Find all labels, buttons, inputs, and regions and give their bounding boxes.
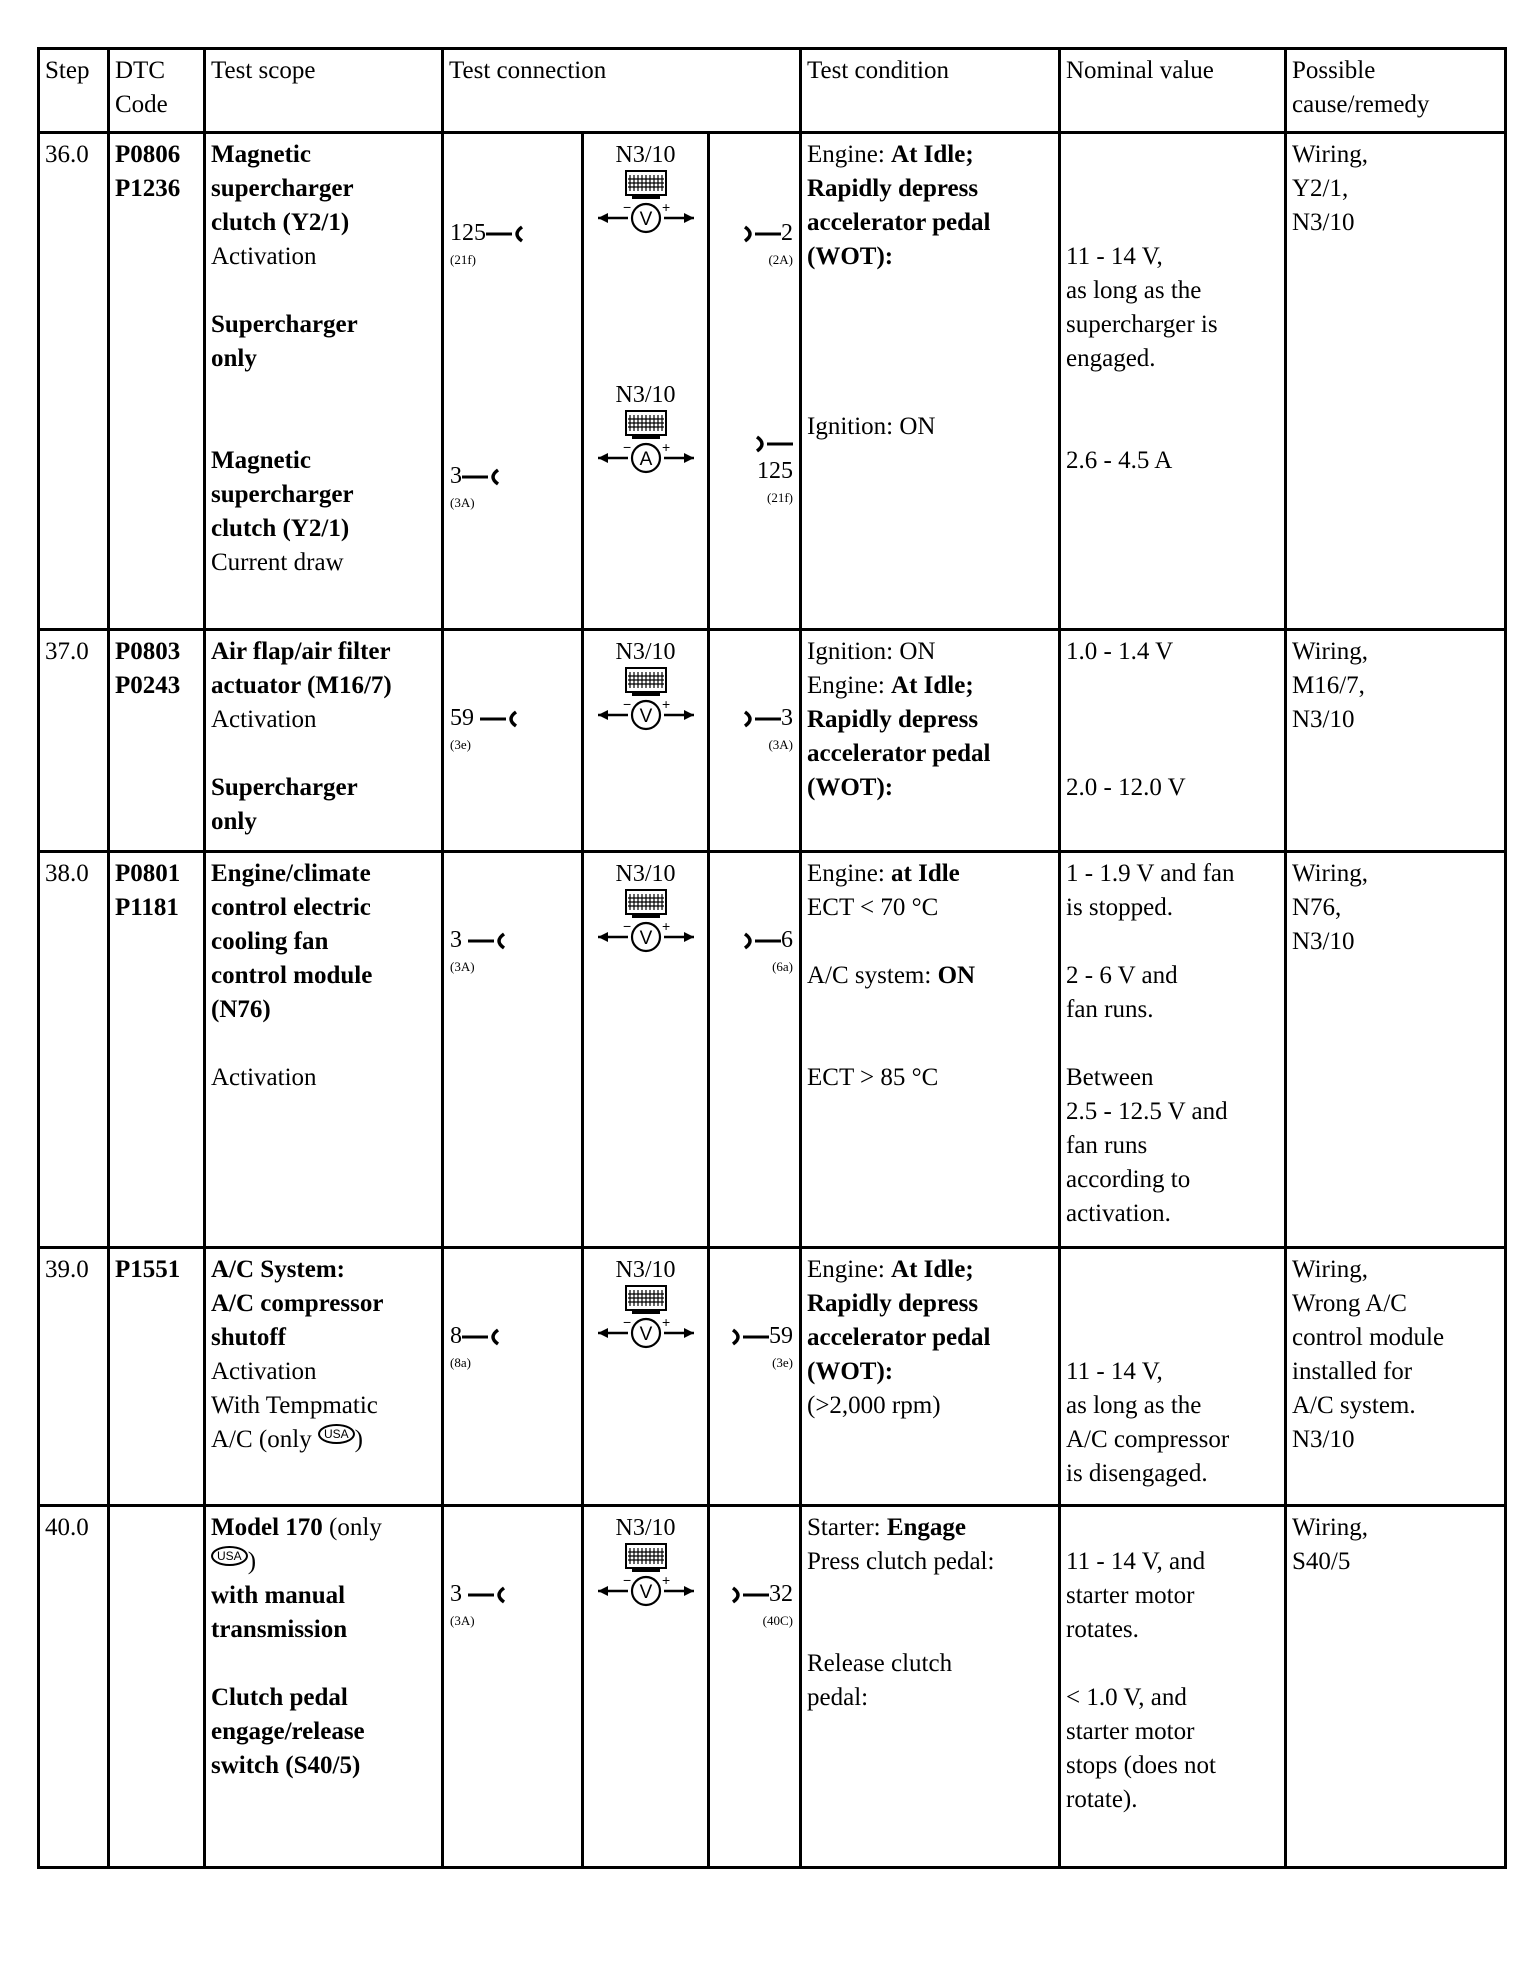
header-test-condition: Test condition: [801, 49, 1060, 133]
connection-right-pin: 2 (2A): [741, 216, 793, 268]
header-test-scope: Test scope: [205, 49, 443, 133]
table-row: [39, 133, 1506, 630]
test-scope-cell: Magnetic supercharger clutch (Y2/1) Activation Supercharger only Magnetic supercharger clutch (Y2/1) Current draw: [205, 133, 443, 630]
test-scope-cell: Air flap/air filter actuator (M16/7) Activation Supercharger only: [205, 630, 443, 852]
possible-cause-cell: Wiring, Y2/1, N3/10: [1286, 133, 1506, 630]
test-lead-plug-icon: [486, 224, 526, 244]
test-connection-right: [709, 1248, 801, 1506]
step-cell: 39.0: [39, 1248, 109, 1506]
test-connection-right: [709, 1506, 801, 1868]
dtc-cell: P0801 P1181: [109, 852, 205, 1248]
connection-left-pin: 3 (3A): [450, 459, 502, 511]
table-row: [39, 630, 1506, 852]
test-lead-plug-icon: [729, 1327, 769, 1347]
connection-left-pin: 3 (3A): [450, 923, 508, 975]
header-row: [39, 49, 1506, 133]
voltmeter-icon: [596, 1315, 696, 1349]
test-condition-cell: Engine: At Idle; Rapidly depress accelerator pedal (WOT): (>2,000 rpm): [801, 1248, 1060, 1506]
test-connection-meter: [583, 1248, 709, 1506]
nominal-value-cell: 11 - 14 V, as long as the supercharger is engaged. 2.6 - 4.5 A: [1060, 133, 1286, 630]
possible-cause-cell: Wiring, N76, N3/10: [1286, 852, 1506, 1248]
dtc-cell: P0803 P0243: [109, 630, 205, 852]
test-connection-left: [443, 133, 583, 630]
header-possible-cause: Possible cause/remedy: [1286, 49, 1506, 133]
test-lead-plug-icon: [468, 1585, 508, 1605]
usa-market-badge: USA: [211, 1546, 248, 1566]
test-connection-left: [443, 630, 583, 852]
test-scope-cell: Engine/climate control electric cooling fan control module (N76) Activation: [205, 852, 443, 1248]
table-row: [39, 1506, 1506, 1868]
connection-right-pin: 3 (3A): [741, 701, 793, 753]
test-connection-left: [443, 1506, 583, 1868]
voltmeter-icon: [596, 697, 696, 731]
connection-left-pin: 8 (8a): [450, 1319, 502, 1371]
connection-right-pin: 59 (3e): [729, 1319, 793, 1371]
test-condition-cell: Engine: at Idle ECT < 70 °C A/C system: ON ECT > 85 °C: [801, 852, 1060, 1248]
test-lead-plug-icon: [729, 1585, 769, 1605]
test-connection-meter: [583, 133, 709, 630]
connection-right-pin: 125 (21f): [753, 434, 793, 506]
nominal-value-cell: 11 - 14 V, as long as the A/C compressor is disengaged.: [1060, 1248, 1286, 1506]
table-row: [39, 1248, 1506, 1506]
test-lead-plug-icon: [480, 709, 520, 729]
test-connection-meter: [583, 852, 709, 1248]
test-lead-plug-icon: [741, 709, 781, 729]
connection-left-pin: 125 (21f): [450, 216, 526, 268]
step-cell: 40.0: [39, 1506, 109, 1868]
nominal-value-cell: 1 - 1.9 V and fan is stopped. 2 - 6 V and fan runs. Between 2.5 - 12.5 V and fan runs according to activation.: [1060, 852, 1286, 1248]
test-lead-plug-icon: [741, 224, 781, 244]
connection-module-group: N3/10: [584, 140, 707, 234]
possible-cause-cell: Wiring, M16/7, N3/10: [1286, 630, 1506, 852]
test-condition-cell: Starter: Engage Press clutch pedal: Release clutch pedal:: [801, 1506, 1060, 1868]
connection-left-pin: 59 (3e): [450, 701, 520, 753]
ecu-module-icon: [616, 889, 676, 919]
test-connection-left: [443, 852, 583, 1248]
header-test-connection: Test connection: [443, 49, 801, 133]
connection-right-pin: 32 (40C): [729, 1577, 793, 1629]
header-step: Step: [39, 49, 109, 133]
step-cell: 38.0: [39, 852, 109, 1248]
usa-market-badge: USA: [318, 1424, 355, 1444]
nominal-value-cell: 1.0 - 1.4 V 2.0 - 12.0 V: [1060, 630, 1286, 852]
test-connection-right: [709, 630, 801, 852]
connection-left-pin: 3 (3A): [450, 1577, 508, 1629]
test-lead-plug-icon: [468, 931, 508, 951]
ecu-module-icon: [616, 667, 676, 697]
dtc-cell: P0806 P1236: [109, 133, 205, 630]
test-scope-cell: A/C System: A/C compressor shutoff Activation With Tempmatic A/C (only USA ): [205, 1248, 443, 1506]
connection-module-group: N3/10: [584, 1513, 707, 1607]
test-lead-plug-icon: [462, 467, 502, 487]
dtc-cell: [109, 1506, 205, 1868]
test-lead-plug-icon: [462, 1327, 502, 1347]
test-connection-meter: [583, 630, 709, 852]
ecu-module-icon: [616, 1543, 676, 1573]
test-condition-cell: Engine: At Idle; Rapidly depress accelerator pedal (WOT): Ignition: ON: [801, 133, 1060, 630]
dtc-cell: P1551: [109, 1248, 205, 1506]
test-scope-cell: Model 170 (only USA ) with manual transmission Clutch pedal engage/release switch (S40/5): [205, 1506, 443, 1868]
header-nominal-value: Nominal value: [1060, 49, 1286, 133]
test-connection-left: [443, 1248, 583, 1506]
step-cell: 37.0: [39, 630, 109, 852]
ecu-module-icon: [616, 410, 676, 440]
connection-module-group: N3/10: [584, 380, 707, 474]
test-condition-cell: Ignition: ON Engine: At Idle; Rapidly depress accelerator pedal (WOT):: [801, 630, 1060, 852]
connection-module-group: N3/10: [584, 1255, 707, 1349]
voltmeter-icon: [596, 1573, 696, 1607]
voltmeter-icon: [596, 919, 696, 953]
connection-right-pin: 6 (6a): [741, 923, 793, 975]
connection-module-group: N3/10: [584, 637, 707, 731]
possible-cause-cell: Wiring, Wrong A/C control module installed for A/C system. N3/10: [1286, 1248, 1506, 1506]
nominal-value-cell: 11 - 14 V, and starter motor rotates. < 1.0 V, and starter motor stops (does not rotate).: [1060, 1506, 1286, 1868]
table-row: [39, 852, 1506, 1248]
diagnostic-test-table: [37, 47, 1507, 1869]
ammeter-icon: [596, 440, 696, 474]
test-connection-right: [709, 133, 801, 630]
test-lead-plug-icon: [741, 931, 781, 951]
ecu-module-icon: [616, 1285, 676, 1315]
ecu-module-icon: [616, 170, 676, 200]
possible-cause-cell: Wiring, S40/5: [1286, 1506, 1506, 1868]
header-dtc-code: DTC Code: [109, 49, 205, 133]
connection-module-group: N3/10: [584, 859, 707, 953]
test-connection-meter: [583, 1506, 709, 1868]
test-connection-right: [709, 852, 801, 1248]
step-cell: 36.0: [39, 133, 109, 630]
voltmeter-icon: [596, 200, 696, 234]
test-lead-plug-icon: [753, 434, 793, 454]
